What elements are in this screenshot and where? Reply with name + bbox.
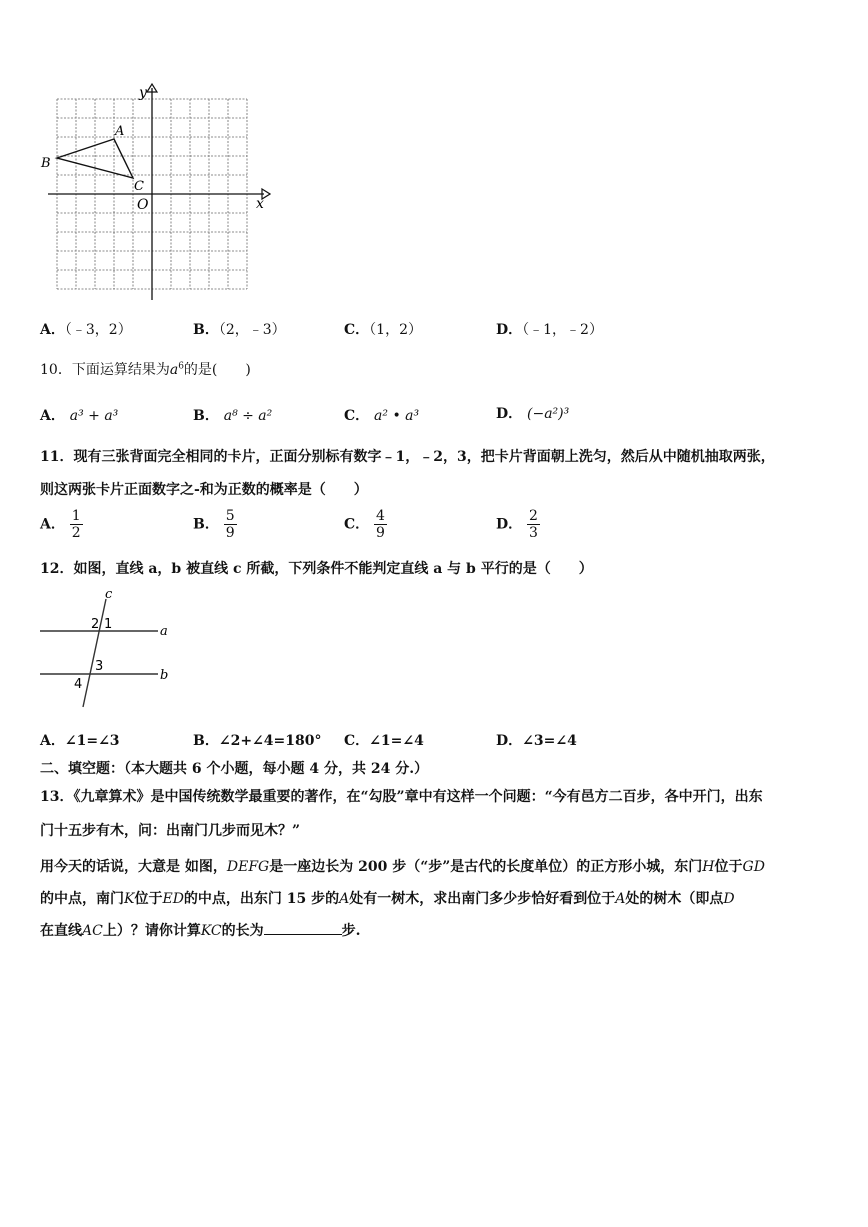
origin-label: O xyxy=(137,197,149,213)
q9-option-d[interactable] xyxy=(496,319,603,339)
coordinate-grid-figure xyxy=(36,82,271,304)
q9-option-c[interactable] xyxy=(344,319,422,339)
option-text: a⁸ ÷ a² xyxy=(223,408,273,424)
q10-option-a[interactable] xyxy=(40,405,118,425)
q12-option-b[interactable] xyxy=(193,730,321,750)
q9-option-b[interactable] xyxy=(193,319,286,339)
q11-option-c[interactable] xyxy=(344,508,387,541)
q12-option-a[interactable] xyxy=(40,730,120,750)
option-letter: A． xyxy=(40,733,65,749)
option-text: a³ + a³ xyxy=(69,408,119,424)
fraction: $\frac{5}{9}$ xyxy=(225,508,235,541)
option-letter: B． xyxy=(193,516,219,533)
q10-stem: 10．下面运算结果为$a^6$的是( ) xyxy=(40,361,251,378)
angle-3-label: 3 xyxy=(95,659,104,674)
option-letter: C． xyxy=(344,408,370,424)
q10-option-d[interactable] xyxy=(496,403,569,423)
option-letter: B． xyxy=(193,322,219,338)
label-a: a xyxy=(160,624,168,639)
option-letter: C． xyxy=(344,733,370,749)
option-text: ∠2+∠4=180° xyxy=(218,733,322,749)
option-letter: A． xyxy=(40,516,65,533)
option-letter: A． xyxy=(40,408,65,424)
option-text: （1，2） xyxy=(369,322,422,338)
parallel-lines-figure xyxy=(38,587,173,712)
angle-1-label: 1 xyxy=(104,617,113,632)
q12-option-c[interactable] xyxy=(344,730,424,750)
option-text: （2，﹣3） xyxy=(218,322,286,338)
option-letter: B． xyxy=(193,408,219,424)
fraction: $\frac{2}{3}$ xyxy=(529,508,538,541)
point-a-label: A xyxy=(115,124,125,139)
label-c: c xyxy=(105,587,113,602)
option-letter: D． xyxy=(496,322,523,338)
label-b: b xyxy=(160,668,169,683)
option-text: (−a²)³ xyxy=(527,406,570,422)
y-axis-label: y xyxy=(139,85,147,101)
option-letter: D． xyxy=(496,733,523,749)
section-heading: 二、填空题：（本大题共 6 个小题，每小题 4 分，共 24 分.） xyxy=(40,761,429,777)
q13-line3: 用今天的话说，大意是 如图，DEFG是一座边长为 200 步（“步”是古代的长度单位）的正方形小城，东门H位于GD xyxy=(40,859,765,875)
option-letter: C． xyxy=(344,322,370,338)
line-c xyxy=(83,599,106,707)
q11-option-b[interactable] xyxy=(193,508,237,541)
answer-blank[interactable] xyxy=(264,920,342,935)
option-text: ∠1=∠3 xyxy=(64,733,120,749)
option-letter: D． xyxy=(496,516,523,533)
fraction: $\frac{1}{2}$ xyxy=(71,508,81,541)
option-letter: B． xyxy=(193,733,219,749)
option-letter: C． xyxy=(344,516,370,533)
point-c-label: C xyxy=(134,179,144,194)
q13-line4: 的中点，南门K位于ED的中点，出东门 15 步的A处有一树木，求出南门多少步恰好看到位于A处的树木（即点D xyxy=(40,891,735,907)
option-letter: D． xyxy=(496,406,523,422)
fraction: $\frac{4}{9}$ xyxy=(376,508,385,541)
q13-line2: 门十五步有木，问：出南门几步而见木？” xyxy=(40,823,301,839)
q10-option-c[interactable] xyxy=(344,405,419,425)
option-text: （﹣1，﹣2） xyxy=(522,322,603,338)
q9-option-a[interactable] xyxy=(40,319,132,339)
option-letter: A． xyxy=(40,322,65,338)
angle-2-label: 2 xyxy=(91,617,100,632)
angle-4-label: 4 xyxy=(74,677,83,692)
option-text: ∠1=∠4 xyxy=(369,733,424,749)
q11-option-a[interactable] xyxy=(40,508,83,541)
q12-stem: 12．如图，直线 a，b 被直线 c 所截，下列条件不能判定直线 a 与 b 平行的是（ ） xyxy=(40,561,593,577)
option-text: ∠3=∠4 xyxy=(522,733,577,749)
point-b-label: B xyxy=(41,156,51,171)
option-text: a² • a³ xyxy=(374,408,420,424)
x-axis-label: x xyxy=(256,196,264,212)
q11-option-d[interactable] xyxy=(496,508,540,541)
q11-stem-line1: 11．现有三张背面完全相同的卡片，正面分别标有数字﹣1，﹣2，3，把卡片背面朝上洗匀，然后从中随机抽取两张， xyxy=(40,449,775,465)
q13-line5: 在直线AC上）？请你计算KC的长为 步. xyxy=(40,920,361,940)
q12-option-d[interactable] xyxy=(496,730,577,750)
q11-stem-line2: 则这两张卡片正面数字之‐和为正数的概率是（ ） xyxy=(40,482,368,498)
q13-line1: 13．《九章算术》是中国传统数学最重要的著作，在“勾股”章中有这样一个问题：“今有邑方二百步，各中开门，出东 xyxy=(40,789,763,805)
q10-option-b[interactable] xyxy=(193,405,272,425)
option-text: （﹣3，2） xyxy=(64,322,132,338)
